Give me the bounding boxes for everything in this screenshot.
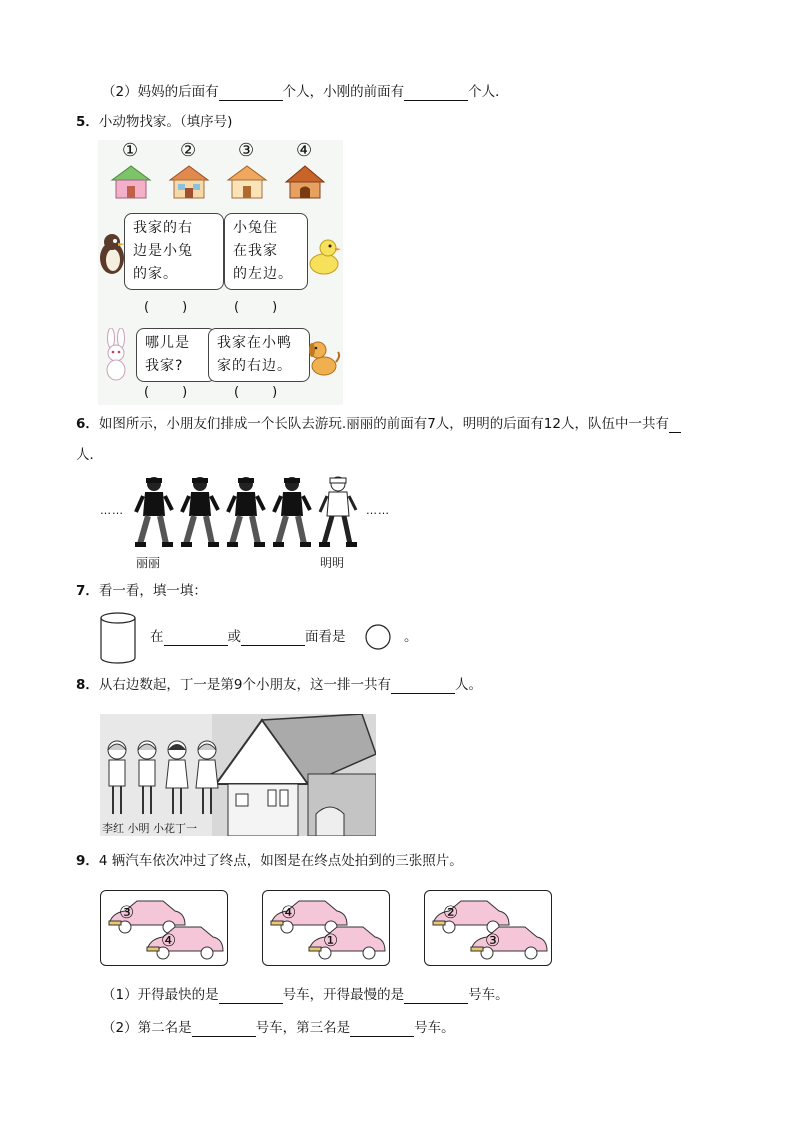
bubble-penguin-line-2: 边是小兔 <box>133 243 193 259</box>
photo-1 <box>100 890 228 966</box>
label-mingming: 明明 <box>320 556 345 570</box>
q7-blank-1[interactable] <box>164 645 228 646</box>
photo-2 <box>262 890 390 966</box>
q7-title: 看一看，填一填： <box>98 583 207 599</box>
q9-number: 9． <box>76 853 99 869</box>
bubble-duck <box>224 213 308 290</box>
q9-blank-2[interactable] <box>404 1003 468 1004</box>
q8-blank[interactable] <box>391 693 455 694</box>
paren-dog[interactable]: ( ) <box>234 385 278 400</box>
car-number: ③ <box>485 931 501 951</box>
circle-icon <box>364 623 392 651</box>
car-number: ④ <box>281 903 297 923</box>
house-label-4: ④ <box>296 140 313 161</box>
bubble-rabbit <box>136 328 216 382</box>
q4-text-b: 个人，小刚的前面有 <box>282 84 405 100</box>
child-icon <box>104 738 130 818</box>
car-icon <box>469 923 549 961</box>
q9-sub2-a: （2）第二名是 <box>102 1020 192 1036</box>
q6-figure <box>98 470 398 570</box>
child-icon <box>226 474 266 550</box>
q9-text <box>76 852 463 870</box>
child-icon <box>164 738 190 818</box>
child-icon <box>134 738 160 818</box>
child-icon <box>318 474 358 550</box>
house-4-icon <box>284 164 326 200</box>
q8-name-labels: 李红 小明 小花丁一 <box>102 822 197 835</box>
bubble-penguin-line-1: 我家的右 <box>133 220 193 236</box>
paren-penguin[interactable]: ( ) <box>144 300 188 315</box>
bubble-duck-line-1: 小兔住 <box>233 220 278 236</box>
bubble-duck-line-2: 在我家 <box>233 243 278 259</box>
q6-text-main: 如图所示，小朋友们排成一个长队去游玩.丽丽的前面有7人，明明的后面有12人，队伍中一共有 <box>98 416 669 432</box>
q8-text <box>76 676 482 694</box>
q8-figure <box>100 714 376 836</box>
bubble-rabbit-line-2: 我家? <box>145 358 184 374</box>
q8-text-b: 人。 <box>455 677 482 693</box>
house-label-2: ② <box>180 140 197 161</box>
paren-rabbit[interactable]: ( ) <box>144 385 188 400</box>
q4-line2 <box>102 83 509 101</box>
q7-line <box>150 628 346 646</box>
q5-number: 5． <box>76 114 99 130</box>
q9-sub1 <box>102 986 509 1004</box>
q9-sub2 <box>102 1019 455 1037</box>
paren-duck[interactable]: ( ) <box>234 300 278 315</box>
house-2-icon <box>168 164 210 200</box>
bubble-dog-line-2: 家的右边。 <box>217 358 292 374</box>
q5-title: 小动物找家。（填序号) <box>98 114 233 130</box>
rabbit-icon <box>102 328 130 382</box>
penguin-icon <box>98 232 126 276</box>
q9-sub2-c: 号车。 <box>414 1020 455 1036</box>
child-icon <box>272 474 312 550</box>
dots-right: …… <box>366 504 390 517</box>
house-3-icon <box>226 164 268 200</box>
bubble-penguin-line-3: 的家。 <box>133 266 178 282</box>
house-1-icon <box>110 164 152 200</box>
q6-text-end: 人． <box>76 447 103 463</box>
q6-text <box>76 415 681 433</box>
q4-blank-2[interactable] <box>404 100 468 101</box>
car-number: ③ <box>119 903 135 923</box>
q4-blank-1[interactable] <box>219 100 283 101</box>
dog-icon <box>304 336 342 380</box>
q8-text-a: 从右边数起，丁一是第9个小朋友，这一排一共有 <box>98 677 391 693</box>
duck-icon <box>304 236 342 276</box>
bubble-dog-line-1: 我家在小鸭 <box>217 335 292 351</box>
child-icon <box>194 738 220 818</box>
car-icon <box>145 923 225 961</box>
car-number: ④ <box>161 931 177 951</box>
q6-blank[interactable] <box>669 432 681 433</box>
q9-text-main: 4 辆汽车依次冲过了终点，如图是在终点处拍到的三张照片。 <box>98 853 463 869</box>
dots-left: …… <box>100 504 124 517</box>
car-number: ② <box>443 903 459 923</box>
photo-3 <box>424 890 552 966</box>
q9-sub1-c: 号车。 <box>468 987 509 1003</box>
q9-blank-3[interactable] <box>192 1036 256 1037</box>
q5-figure <box>98 140 343 405</box>
house-illustration-icon <box>212 714 376 836</box>
bubble-rabbit-line-1: 哪儿是 <box>145 335 190 351</box>
cylinder-icon <box>98 610 138 666</box>
q6-number: 6． <box>76 416 99 432</box>
house-label-3: ③ <box>238 140 255 161</box>
bubble-duck-line-3: 的左边。 <box>233 266 293 282</box>
q8-number: 8． <box>76 677 99 693</box>
q9-sub2-b: 号车，第三名是 <box>255 1020 351 1036</box>
q5-heading <box>76 113 232 131</box>
q7-text-b: 或 <box>227 629 241 645</box>
car-number: ① <box>323 931 339 951</box>
q7-end: 。 <box>404 629 418 645</box>
q7-text-c: 面看是 <box>305 629 346 645</box>
house-label-1: ① <box>122 140 139 161</box>
label-lili: 丽丽 <box>136 556 161 570</box>
q7-heading <box>76 582 207 600</box>
q7-text-a: 在 <box>150 629 164 645</box>
child-icon <box>180 474 220 550</box>
q9-sub1-b: 号车，开得最慢的是 <box>282 987 405 1003</box>
bubble-penguin <box>124 213 224 290</box>
q9-sub1-a: （1）开得最快的是 <box>102 987 219 1003</box>
car-icon <box>307 923 387 961</box>
q4-text-a: （2）妈妈的后面有 <box>102 84 219 100</box>
q7-number: 7． <box>76 583 99 599</box>
bubble-dog <box>208 328 310 382</box>
q7-blank-2[interactable] <box>241 645 305 646</box>
child-icon <box>134 474 174 550</box>
q9-blank-4[interactable] <box>350 1036 414 1037</box>
q4-text-c: 个人． <box>468 84 509 100</box>
q9-blank-1[interactable] <box>219 1003 283 1004</box>
